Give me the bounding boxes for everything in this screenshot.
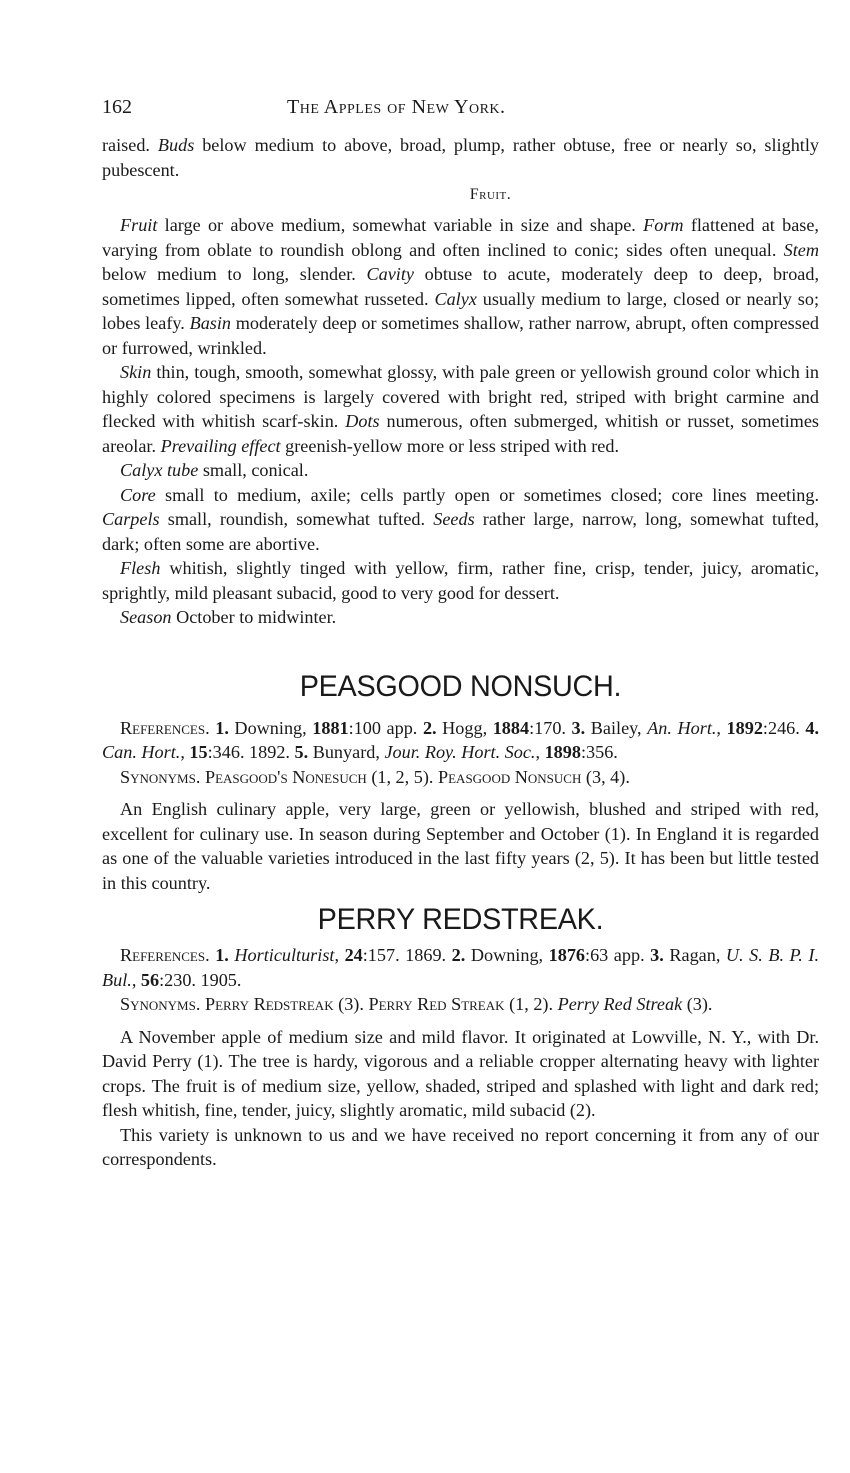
text-run: (3). <box>682 994 713 1014</box>
text-run: Downing, <box>228 717 313 738</box>
text-run: :170. <box>529 717 572 738</box>
perry-title: PERRY REDSTREAK. <box>317 903 604 936</box>
small-caps-text: Synonyms. <box>120 994 201 1014</box>
bold-number: 2. <box>451 945 466 965</box>
perry-references <box>102 943 819 992</box>
italic-term: Seeds <box>433 509 475 529</box>
page-number: 162 <box>102 95 132 118</box>
bold-number: 1876 <box>548 945 586 965</box>
italic-term: Buds <box>157 135 195 155</box>
text-run: , <box>180 742 190 762</box>
italic-term: Can. Hort. <box>102 742 181 762</box>
italic-term: Dots <box>345 411 380 431</box>
text-run: A November apple of medium size and mild flavor. It originated at Lowville, N. Y., with Dr. David Perry (1). The tree is hardy, vigorous and a reliable cropper alternating heavy with lighter crops. The fruit is of medium size, yellow, shaded, striped and splashed with light and dark red; flesh whitish, fine, tender, juicy, slightly aromatic, mild subacid (2). <box>102 1026 819 1120</box>
text-run: below medium to above, broad, plump, rather obtuse, free or nearly so, slightly pubescent. <box>102 135 819 180</box>
bold-number: 1892 <box>726 717 763 738</box>
text-run: small to medium, axile; cells partly open or sometimes closed; core lines meeting. <box>155 484 819 505</box>
small-caps-text: Perry Redstreak <box>204 994 334 1014</box>
text-run: :100 app. <box>348 717 423 738</box>
peasgood-title: PEASGOOD NONSUCH. <box>299 669 622 703</box>
text-run: moderately deep or sometimes shallow, rather narrow, abrupt, often compressed or furrowed, wrinkled. <box>102 313 819 358</box>
text-run: , <box>334 945 345 965</box>
core-paragraph <box>102 483 819 557</box>
italic-term: Cavity <box>366 264 414 284</box>
text-run: :63 app. <box>585 945 651 965</box>
italic-term: Carpels <box>102 509 160 529</box>
text-run: October to midwinter. <box>171 607 337 627</box>
intro-paragraph <box>102 133 819 182</box>
bold-number: 3. <box>571 717 586 738</box>
bold-number: 24 <box>344 945 363 965</box>
book-page <box>102 92 819 1172</box>
bold-number: 4. <box>805 717 820 738</box>
season-paragraph <box>102 605 819 630</box>
fruit-subheading: Fruit. <box>469 186 512 203</box>
text-run: Bailey, <box>585 717 648 738</box>
text-run: Ragan, <box>663 945 726 965</box>
flesh-paragraph <box>102 556 819 605</box>
text-run: large or above medium, somewhat variable in size and shape. <box>157 215 644 235</box>
italic-term: Calyx <box>434 288 477 309</box>
italic-term: Perry Red Streak <box>557 994 683 1014</box>
running-title: The Apples of New York. <box>287 95 506 118</box>
text-run: This variety is unknown to us and we have received no report concerning it from any of our correspondents. <box>102 1124 819 1169</box>
italic-term: Calyx tube <box>120 460 199 480</box>
text-run: :356. <box>580 742 618 762</box>
text-run: small, roundish, somewhat tufted. <box>159 509 434 529</box>
text-run: (1, 2). <box>504 994 558 1014</box>
italic-term: Basin <box>189 313 232 333</box>
text-run: An English culinary apple, very large, green or yellowish, blushed and striped with red, excellent for culinary use. In season during September and October (1). In England it is regarded as one of the valuable varieties introduced in the last fifty years (2, 5). It has been but little tested in this country. <box>102 799 819 893</box>
text-run: :230. 1905. <box>159 969 242 990</box>
peasgood-synonyms <box>102 765 819 790</box>
small-caps-text: Peasgood Nonsuch <box>438 766 582 787</box>
bold-number: 3. <box>650 945 664 965</box>
italic-term: U. S. B. P. I. Bul. <box>102 945 820 990</box>
italic-term: Stem <box>783 239 819 260</box>
bold-number: 1884 <box>492 717 530 738</box>
text-run: (3). <box>333 994 369 1014</box>
italic-term: Core <box>120 484 156 505</box>
text-run: , <box>131 969 141 990</box>
italic-term: Prevailing effect <box>160 435 281 456</box>
text-run: usually medium to large, closed or nearly so; lobes leafy. <box>102 288 820 333</box>
perry-description <box>102 1025 819 1123</box>
peasgood-references <box>102 716 819 765</box>
italic-term: Horticulturist <box>234 945 335 965</box>
small-caps-text: Perry Red Streak <box>368 994 505 1014</box>
peasgood-description <box>102 797 819 895</box>
bold-number: 1898 <box>544 742 581 762</box>
text-run: :157. 1869. <box>362 945 452 965</box>
bold-number: 1881 <box>312 717 349 738</box>
perry-note <box>102 1123 819 1172</box>
italic-term: An. Hort. <box>647 717 717 738</box>
skin-paragraph <box>102 360 819 458</box>
small-caps-text: References. <box>120 717 210 738</box>
text-run: flattened at base, varying from oblate to roundish oblong and often inclined to conic; sides often unequal. <box>102 215 819 260</box>
italic-term: Season <box>120 607 172 627</box>
text-run: (1, 2, 5). <box>366 766 438 787</box>
text-run: Downing, <box>465 945 549 965</box>
italic-term: Jour. Roy. Hort. Soc. <box>384 742 536 762</box>
text-run: , <box>716 717 727 738</box>
page-header <box>102 92 819 122</box>
italic-term: Fruit <box>120 215 158 235</box>
text-run: numerous, often submerged, whitish or russet, sometimes areolar. <box>102 411 819 456</box>
bold-number: 1. <box>215 945 229 965</box>
italic-term: Skin <box>120 362 152 382</box>
text-run: :246. <box>762 717 806 738</box>
small-caps-text: Synonyms. <box>120 766 201 787</box>
bold-number: 56 <box>140 969 160 990</box>
small-caps-text: Peasgood's Nonesuch <box>204 766 367 787</box>
text-run: Hogg, <box>436 717 493 738</box>
text-run: raised. <box>102 135 158 155</box>
italic-term: Form <box>643 215 684 235</box>
text-run: small, conical. <box>198 460 309 480</box>
bold-number: 1. <box>215 717 229 738</box>
text-run: (3, 4). <box>581 766 630 787</box>
text-run: obtuse to acute, moderately deep to deep, broad, sometimes lipped, often somewhat russeted. <box>102 264 819 309</box>
text-run: below medium to long, slender. <box>102 264 367 284</box>
small-caps-text: References. <box>120 945 210 965</box>
fruit-paragraph <box>102 213 819 360</box>
text-run: thin, tough, smooth, somewhat glossy, with pale green or yellowish ground color which in highly colored specimens is largely covered with bright red, striped with bright carmine and flecked with whitish scarf-skin. <box>102 362 819 431</box>
text-run: whitish, slightly tinged with yellow, firm, rather fine, crisp, tender, juicy, aromatic, sprightly, mild pleasant subacid, good to very good for dessert. <box>102 558 819 603</box>
bold-number: 2. <box>422 717 437 738</box>
italic-term: Flesh <box>120 558 161 578</box>
bold-number: 15 <box>189 742 208 762</box>
text-run: , <box>535 742 545 762</box>
text-run: Bunyard, <box>308 742 385 762</box>
text-run: :346. 1892. <box>207 742 295 762</box>
text-run: greenish-yellow more or less striped with red. <box>280 435 620 456</box>
bold-number: 5. <box>294 742 309 762</box>
text-run: rather large, narrow, long, somewhat tufted, dark; often some are abortive. <box>102 509 819 554</box>
perry-synonyms <box>102 992 819 1017</box>
calyx-tube-paragraph <box>102 458 819 483</box>
